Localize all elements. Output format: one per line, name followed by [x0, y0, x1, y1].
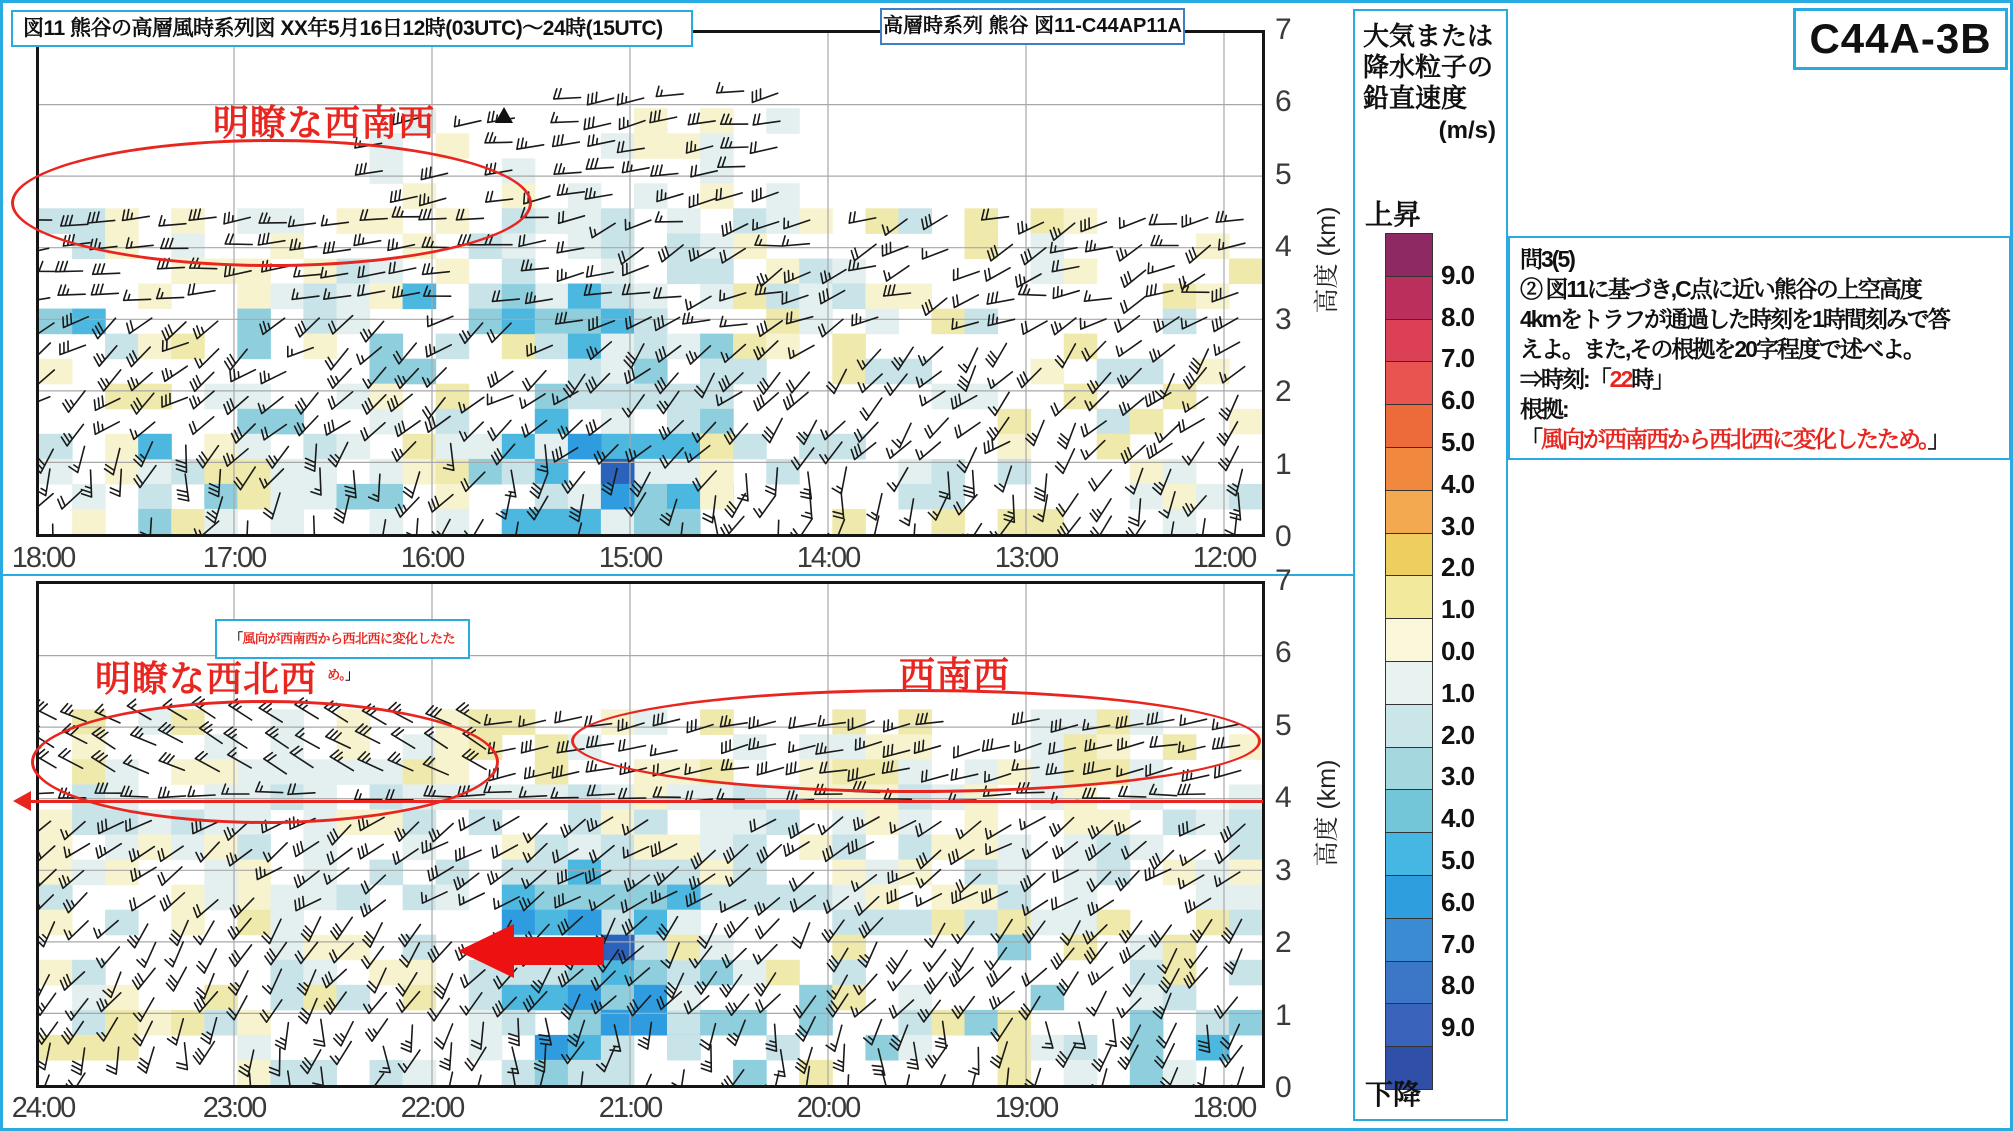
wnw-wind-annotation-lower: 明瞭な西北西 — [95, 658, 318, 699]
left-arrow-icon — [458, 924, 514, 978]
legend-boundary-value: 4.0 — [1441, 468, 1475, 499]
legend-color-segment — [1386, 575, 1432, 618]
y-tick-label: 2 — [1275, 926, 1292, 960]
legend-color-segment — [1386, 404, 1432, 447]
legend-boundary-value: 9.0 — [1441, 259, 1475, 290]
question-line: ② 図11に基づき,C点に近い熊谷の上空高度 — [1520, 276, 1921, 302]
legend-color-segment — [1386, 704, 1432, 747]
legend-color-segment — [1386, 875, 1432, 918]
legend-color-segment — [1386, 533, 1432, 576]
question-line: えよ。また,その根拠を20字程度で述べよ。 — [1520, 336, 1924, 362]
legend-boundary-value: 8.0 — [1441, 970, 1475, 1001]
wsw-wind-annotation-upper: 明瞭な西南西 — [213, 102, 436, 143]
legend-title: 大気または 降水粒子の 鉛直速度 — [1363, 21, 1494, 113]
legend-boundary-value: 7.0 — [1441, 343, 1475, 374]
legend-color-segment — [1386, 789, 1432, 832]
legend-color-segment — [1386, 361, 1432, 404]
legend-boundary-value: 8.0 — [1441, 301, 1475, 332]
4km-reference-line-arrowhead-icon — [13, 791, 31, 811]
x-tick-label: 18:00 — [11, 542, 75, 574]
legend-color-swatches — [1385, 233, 1433, 1090]
legend-boundary-value: 9.0 — [1441, 1012, 1475, 1043]
upper-chart-time-axis — [11, 542, 1265, 576]
y-tick-label: 0 — [1275, 1071, 1292, 1104]
legend-color-segment — [1386, 661, 1432, 704]
x-tick-label: 21:00 — [598, 1092, 662, 1124]
x-tick-label: 22:00 — [400, 1092, 464, 1124]
y-tick-label: 6 — [1275, 636, 1292, 670]
exam-code-badge: C44A-3B — [1793, 8, 2008, 70]
question-answer-box — [1508, 236, 2011, 460]
y-tick-label: 2 — [1275, 375, 1292, 409]
legend-boundary-value: 4.0 — [1441, 803, 1475, 834]
question-line: ⇒時刻:「22時」 — [1520, 366, 1674, 392]
legend-color-segment — [1386, 1003, 1432, 1046]
legend-down-label: 下降 — [1365, 1079, 1422, 1110]
legend-color-segment — [1386, 918, 1432, 961]
vertical-velocity-legend — [1353, 9, 1508, 1121]
legend-color-segment — [1386, 961, 1432, 1004]
4km-reference-line — [19, 800, 1263, 803]
x-tick-label: 20:00 — [796, 1092, 860, 1124]
legend-color-segment — [1386, 276, 1432, 319]
legend-boundary-value: 5.0 — [1441, 845, 1475, 875]
y-tick-label: 3 — [1275, 853, 1292, 887]
y-tick-label: 0 — [1275, 520, 1292, 553]
wsw-region-ellipse-upper — [11, 139, 532, 267]
x-tick-label: 19:00 — [994, 1092, 1058, 1124]
legend-boundary-value: 2.0 — [1441, 552, 1475, 583]
x-tick-label: 17:00 — [202, 542, 266, 574]
x-tick-label: 13:00 — [994, 542, 1058, 574]
left-arrow-icon-body — [512, 937, 604, 965]
legend-boundary-value: 1.0 — [1441, 594, 1475, 625]
question-line: 「風向が西南西から西北西に変化したため。」 — [1520, 426, 1949, 452]
legend-boundary-value: 5.0 — [1441, 427, 1475, 457]
legend-boundary-value: 6.0 — [1441, 886, 1475, 917]
wsw-region-ellipse-lower — [571, 689, 1261, 793]
legend-unit: (m/s) — [1438, 117, 1496, 144]
x-tick-label: 24:00 — [11, 1092, 75, 1124]
legend-boundary-value: 1.0 — [1441, 677, 1475, 708]
legend-color-segment — [1386, 234, 1432, 276]
triangle-marker — [495, 107, 513, 123]
legend-boundary-value: 7.0 — [1441, 928, 1475, 959]
legend-color-segment — [1386, 747, 1432, 790]
y-tick-label: 4 — [1275, 230, 1292, 264]
question-line: 根拠: — [1520, 396, 1568, 422]
y-tick-label: 1 — [1275, 447, 1292, 481]
y-tick-label: 7 — [1275, 13, 1292, 46]
wsw-wind-annotation-lower: 西南西 — [899, 654, 1011, 695]
chart-header-box: 高層時系列 熊谷 図11-C44AP11A — [880, 8, 1185, 45]
y-tick-label: 5 — [1275, 157, 1292, 191]
legend-color-segment — [1386, 319, 1432, 362]
y-tick-label: 3 — [1275, 302, 1292, 336]
figure-title-box: 図11 熊谷の高層風時系列図 XX年5月16日12時(03UTC)～24時(15UTC) — [11, 10, 693, 47]
legend-boundary-value: 3.0 — [1441, 510, 1475, 541]
legend-boundary-value: 3.0 — [1441, 761, 1475, 792]
x-tick-label: 15:00 — [598, 542, 662, 574]
question-line: 問3(5) — [1520, 246, 1574, 272]
question-line: 4kmをトラフが通過した時刻を1時間刻みで答 — [1520, 306, 1949, 332]
legend-boundary-value: 0.0 — [1441, 636, 1475, 666]
legend-color-segment — [1386, 447, 1432, 490]
y-tick-label: 7 — [1275, 564, 1292, 597]
x-tick-label: 18:00 — [1192, 1092, 1256, 1124]
legend-boundary-value: 2.0 — [1441, 719, 1475, 750]
y-tick-label: 4 — [1275, 781, 1292, 815]
reason-callout-box: 「風向が西南西から西北西に変化したため。」 — [215, 619, 470, 659]
x-tick-label: 23:00 — [202, 1092, 266, 1124]
x-tick-label: 16:00 — [400, 542, 464, 574]
legend-color-segment — [1386, 832, 1432, 875]
y-tick-label: 1 — [1275, 998, 1292, 1032]
legend-color-segment — [1386, 490, 1432, 533]
x-tick-label: 14:00 — [796, 542, 860, 574]
lower-height-axis-title: 高度 (km) — [1313, 759, 1341, 867]
wnw-region-ellipse-lower — [31, 700, 499, 824]
legend-boundary-value: 6.0 — [1441, 385, 1475, 416]
legend-up-label: 上昇 — [1365, 199, 1422, 230]
upper-height-axis-title: 高度 (km) — [1313, 206, 1341, 314]
lower-chart-time-axis — [11, 1092, 1265, 1126]
x-tick-label: 12:00 — [1192, 542, 1256, 574]
legend-color-segment — [1386, 618, 1432, 661]
y-tick-label: 6 — [1275, 85, 1292, 119]
y-tick-label: 5 — [1275, 708, 1292, 742]
